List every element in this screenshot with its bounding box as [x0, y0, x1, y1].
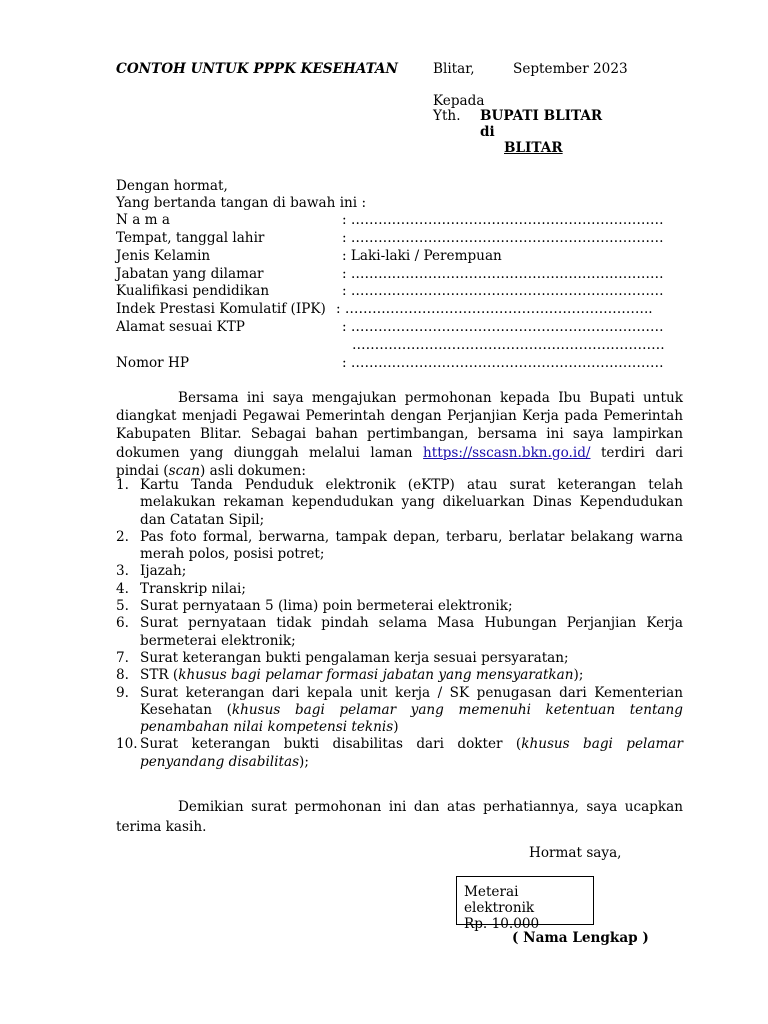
field-label: Kualifikasi pendidikan: [116, 283, 270, 299]
list-note: khusus bagi pelamar formasi jabatan yang mensyaratkan: [178, 667, 574, 684]
list-item: [116, 615, 683, 650]
list-number: 9.: [116, 684, 129, 701]
field-label: N a m a: [116, 212, 170, 228]
field-label: Indek Prestasi Komulatif (IPK): [116, 301, 326, 317]
field-label: Nomor HP: [116, 355, 189, 371]
list-number: 6.: [116, 615, 129, 632]
list-text: Transkrip nilai;: [140, 580, 246, 597]
list-note: khusus bagi pelamar penyandang disabilitas: [140, 736, 683, 770]
field-value: : …………………………………………………………..: [336, 301, 653, 317]
addressee-place: BLITAR: [504, 140, 563, 156]
greeting: Dengan hormat,: [116, 178, 228, 194]
letter-city: Blitar,: [433, 61, 475, 77]
list-text: Surat keterangan dari kepala unit kerja / SK penugasan dari Kementerian Kesehatan (: [140, 684, 683, 718]
list-number: 7.: [116, 649, 129, 666]
list-item: [116, 736, 683, 771]
addressee-di: di: [480, 124, 495, 140]
list-item: [116, 529, 683, 564]
addressee-kepada: Kepada: [433, 93, 485, 109]
addressee-yth: Yth.: [433, 108, 461, 124]
signer-name: ( Nama Lengkap ): [512, 930, 649, 946]
list-end: );: [573, 667, 584, 684]
field-label: Jabatan yang dilamar: [116, 266, 264, 282]
list-text: Surat pernyataan 5 (lima) poin bermeterai elektronik;: [140, 598, 513, 615]
intro-line: Yang bertanda tangan di bawah ini :: [116, 195, 367, 211]
list-item: [116, 581, 683, 598]
field-label: Jenis Kelamin: [116, 248, 211, 264]
list-note: khusus bagi pelamar yang memenuhi ketentuan tentang penambahan nilai kompetensi teknis: [140, 701, 683, 736]
stamp-line-1: Meterai elektronik: [464, 884, 535, 916]
closing-paragraph: Demikian surat permohonan ini dan atas perhatiannya, saya ucapkan terima kasih.: [116, 799, 683, 835]
list-number: 5.: [116, 598, 129, 615]
field-value: : Laki-laki / Perempuan: [342, 248, 502, 264]
example-label: CONTOH UNTUK PPPK KESEHATAN: [116, 61, 398, 77]
field-value: ……………………………………………………………: [352, 337, 665, 353]
list-text: Surat pernyataan tidak pindah selama Masa Hubungan Perjanjian Kerja bermeterai elektronik;: [140, 615, 683, 649]
field-value: : ……………………………………………………………: [342, 355, 664, 371]
list-text: STR (: [140, 667, 179, 684]
regards: Hormat saya,: [529, 845, 622, 861]
body-paragraph: [116, 389, 683, 480]
list-item: [116, 598, 683, 615]
field-label: Tempat, tanggal lahir: [116, 230, 265, 246]
stamp-line-2: Rp. 10.000: [464, 916, 540, 932]
list-text: Surat keterangan bukti pengalaman kerja sesuai persyaratan;: [140, 649, 569, 666]
addressee-name: BUPATI BLITAR: [480, 108, 603, 124]
list-end: ): [393, 719, 399, 736]
list-text: Ijazah;: [140, 563, 187, 580]
list-number: 4.: [116, 580, 129, 597]
field-value: : ……………………………………………………………: [342, 266, 664, 282]
list-number: 8.: [116, 667, 129, 684]
list-number: 3.: [116, 563, 129, 580]
field-value: : ……………………………………………………………: [342, 230, 664, 246]
field-value: : ……………………………………………………………: [342, 212, 664, 228]
letter-date: September 2023: [513, 61, 628, 77]
e-stamp-box: [456, 876, 594, 932]
field-value: : ……………………………………………………………: [342, 319, 664, 335]
list-item: [116, 667, 683, 684]
scan-word: scan: [168, 462, 201, 479]
list-item: [116, 477, 683, 529]
list-number: 10.: [116, 736, 138, 753]
list-end: );: [299, 753, 309, 770]
list-item: [116, 650, 683, 667]
body-text: Bersama ini saya mengajukan permohonan kepada Ibu Bupati untuk diangkat menjadi Pegawai Pemerintah dengan Perjanjian Kerja pada Pemerintah Kabupaten Blitar. Sebagai bahan pertimbangan, bersama ini saya lampirkan dokumen yang diunggah melalui laman: [116, 390, 683, 461]
document-list: [116, 477, 683, 771]
list-text: Pas foto formal, berwarna, tampak depan, terbaru, berlatar belakang warna merah polos, posisi potret;: [140, 528, 683, 563]
list-number: 2.: [116, 528, 129, 545]
list-number: 1.: [116, 477, 129, 493]
list-item: [116, 563, 683, 580]
list-item: [116, 685, 683, 737]
field-value: : ……………………………………………………………: [342, 283, 664, 299]
list-text: Surat keterangan bukti disabilitas dari dokter (: [140, 736, 522, 753]
body-text-end: ) asli dokumen:: [200, 462, 306, 479]
body-text-after-link: terdiri dari pindai (: [116, 444, 683, 479]
field-label: Alamat sesuai KTP: [116, 319, 245, 335]
sscasn-link[interactable]: https://sscasn.bkn.go.id/: [423, 444, 591, 461]
list-text: Kartu Tanda Penduduk elektronik (eKTP) atau surat keterangan telah melakukan rekaman kependudukan yang dikeluarkan Dinas Kependudukan dan Catatan Sipil;: [140, 477, 683, 528]
